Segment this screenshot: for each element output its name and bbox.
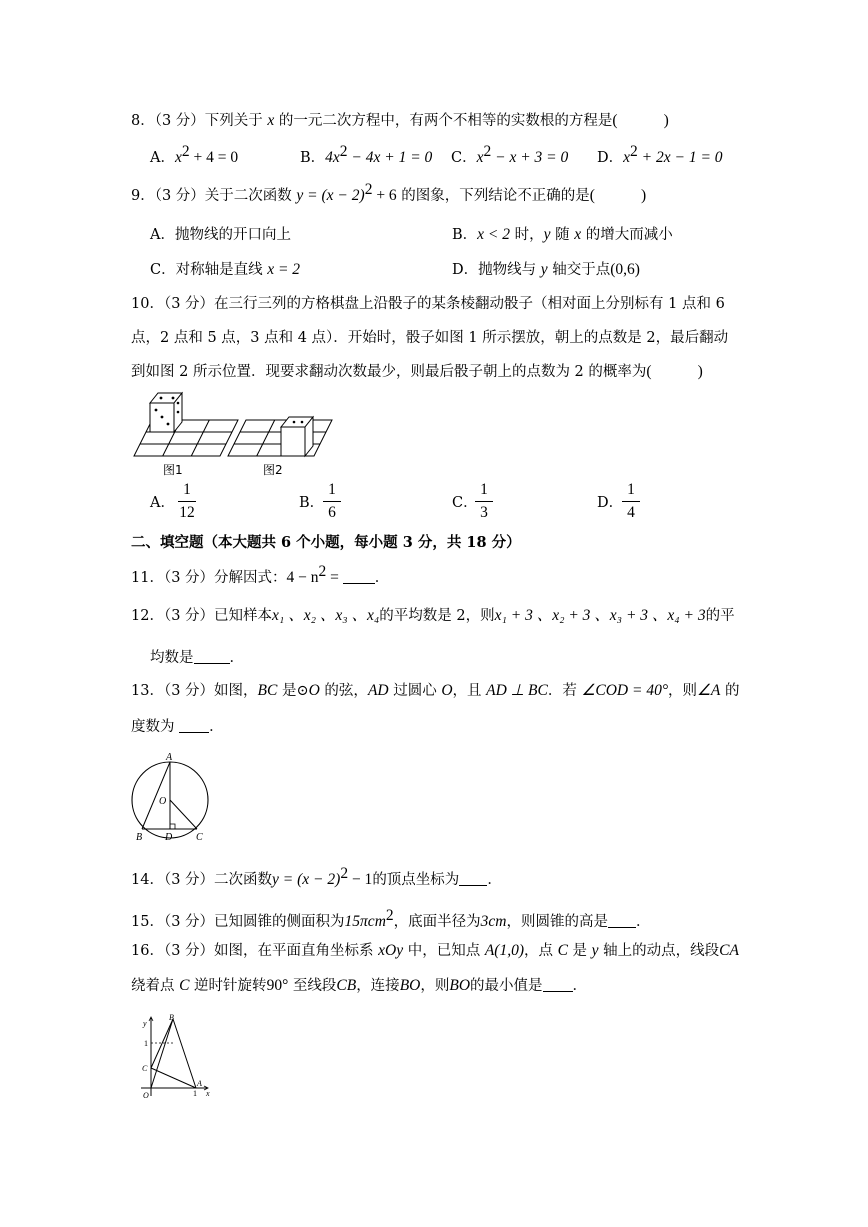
q9-option-b: B．x < 2 时，y 随 x 的增大而减小 [452,226,673,243]
q8-option-a: A．$x^2 + 4 = 0$ [150,143,239,166]
q10-option-c-label: C． [452,495,478,511]
q16-label-o: O [143,1091,149,1100]
q9-option-c: C．对称轴是直线 x = 2 [150,261,301,278]
q16-label-b: B [169,1013,174,1022]
q14-stem: 14．（3 分）二次函数$y = (x - 2)^2 - 1$的顶点坐标为 ． [131,865,502,888]
q10-option-d-label: D． [597,495,624,511]
q9-option-d: D．抛物线与 y 轴交于点(0,6) [452,261,640,278]
q10-option-c-fraction: 1 3 [473,481,495,522]
q10-line3: 到如图 2 所示位置．现要求翻动次数最少，则最后骰子朝上的点数为 2 的概率为( ) [131,363,703,380]
q10-line1: 10．（3 分）在三行三列的方格棋盘上沿骰子的某条棱翻动骰子（相对面上分别标有 1 点和 6 [131,296,725,312]
q10-option-a-fraction: 1 12 [179,481,195,521]
q16-label-y: y [143,1019,147,1028]
q10-fig1-label: 图1 [163,463,183,477]
q13-label-b: B [136,832,143,843]
q13-answer-blank[interactable] [179,718,209,733]
q10-fig2-label: 图2 [263,463,283,477]
q8-stem: 8．（3 分）下列关于 x 的一元二次方程中，有两个不相等的实数根的方程是( ) [131,112,669,129]
q10-option-b-label: B． [299,495,325,511]
q16-label-a: A [197,1079,202,1088]
section-2-title: 二、填空题（本大题共 6 个小题，每小题 3 分，共 18 分） [131,534,521,551]
q9-stem: 9．（3 分）关于二次函数 $y = (x - 2)^2 + 6$ 的图象，下列结论不正确的是( ) [131,181,647,204]
q12-answer-blank[interactable] [194,649,230,664]
q13-label-o: O [159,796,167,807]
q13-line2: 度数为 ． [131,719,224,735]
q9-option-a: A．抛物线的开口向上 [150,227,291,243]
q11-stem: 11．（3 分）分解因式：$4 - n^2$ = ． [131,563,390,586]
q15-stem: 15．（3 分）已知圆锥的侧面积为15πcm$^2$，底面半径为3cm，则圆锥的高是 ． [131,907,651,930]
q8-option-b: B．$4x^2 - 4x + 1 = 0$ [300,143,433,166]
q16-label-one-x: 1 [193,1089,197,1098]
q16-line2: 绕着点 C 逆时针旋转90° 至线段CB，连接BO，则BO的最小值是 ． [131,977,588,994]
q10-option-d-fraction: 1 4 [620,481,642,522]
q15-answer-blank[interactable] [608,913,636,928]
q10-option-a-label: A． [150,495,175,511]
q13-line1: 13．（3 分）如图，BC 是⊙O 的弦，AD 过圆心 O，且 AD ⊥ BC．若 ∠COD = 40°，则∠A 的 [131,682,740,699]
q13-label-a: A [166,752,173,763]
q13-circle-figure [125,750,215,846]
q12-line1: 12．（3 分）已知样本x₁ 、x₂ 、x₃ 、x₄的平均数是 2，则x₁ + 3 、x₂ + 3 、x₃ + 3 、x₄ + 3的平 [131,607,735,624]
q13-label-c: C [196,832,203,843]
q16-line1: 16．（3 分）如图，在平面直角坐标系 xOy 中，已知点 A(1,0)，点 C 是 y 轴上的动点，线段CA [131,942,739,959]
q16-label-one-y: 1 [144,1039,148,1048]
q10-option-b-fraction: 1 6 [321,481,343,522]
q10-line2: 点，2 点和 5 点，3 点和 4 点）．开始时，骰子如图 1 所示摆放，朝上的点数是 2，最后翻动 [131,330,729,346]
q14-answer-blank[interactable] [459,871,487,886]
q11-answer-blank[interactable] [343,569,375,584]
q8-option-d: D．$x^2 + 2x - 1 = 0$ [597,143,723,166]
q16-label-x: x [206,1089,210,1098]
q16-answer-blank[interactable] [543,977,573,992]
q13-label-d: D [165,832,173,843]
q16-coordinate-figure [138,1012,238,1102]
q12-line2: 均数是 ． [150,650,244,666]
q16-label-c: C [142,1064,148,1073]
q8-option-c: C．$x^2 - x + 3 = 0$ [451,143,569,166]
